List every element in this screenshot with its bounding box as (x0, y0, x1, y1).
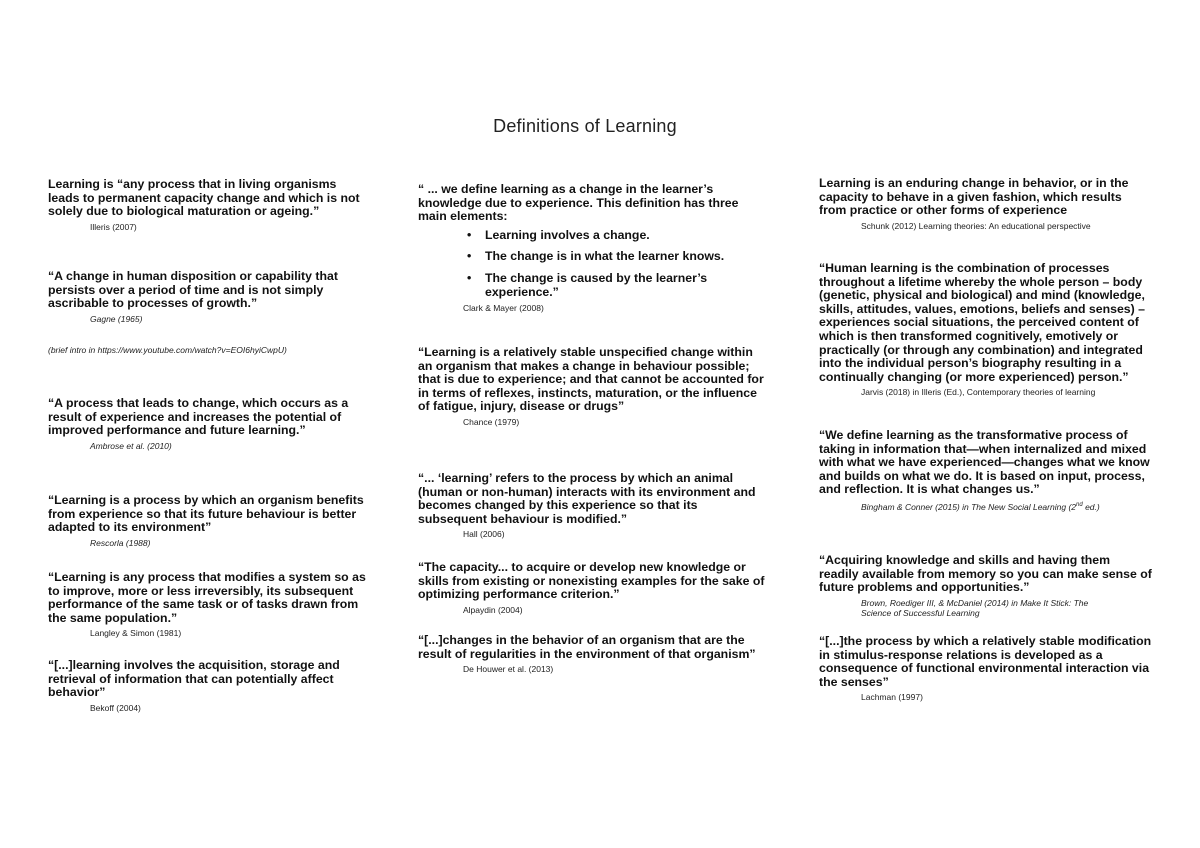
definition-schunk (819, 177, 1152, 231)
citation: Chance (1979) (463, 416, 520, 427)
definition-bekoff (48, 659, 370, 713)
list-item: • The change is caused by the learner’s experience.” (467, 270, 708, 299)
definition-gagne (48, 270, 370, 324)
quote-text: “Learning is any process that modifies a system so as to improve, more or less irreversibly, its subsequent performance of the same task or of tasks drawn from the same population.” (48, 570, 366, 625)
quote-text: “ ... we define learning as a change in the learner’s knowledge due to experience. This definition has three main elements: (418, 182, 739, 224)
definition-illeris (48, 178, 370, 232)
quote-text: “Human learning is the combination of processes throughout a lifetime whereby the whole person – body (genetic, physical and biological) and mind (knowledge, skills, attitudes, values, emotions, beliefs and senses) – experiences social situations, the perceived content of which is then transformed cognitively, emotively or practically (or through any combination) and integrated into the individual person’s biography resulting in a continually changing (or more experienced) person.” (819, 261, 1145, 384)
citation: Bingham & Conner (2015) in The New Social Learning (2nd ed.) (861, 501, 1100, 512)
quote-text: “[...]changes in the behavior of an organism that are the result of regularities in the environment of that organism” (418, 633, 756, 661)
citation: Langley & Simon (1981) (90, 628, 182, 639)
citation: Ambrose et al. (2010) (90, 440, 172, 451)
quote-text: “[...]the process by which a relatively stable modification in stimulus-response relations is developed as a consequence of functional environmental interaction via the senses” (819, 634, 1152, 689)
citation: Schunk (2012) Learning theories: An educational perspective (861, 220, 1091, 231)
definition-clark-mayer (418, 183, 768, 313)
bullet-icon: • (467, 249, 472, 264)
elements-list (418, 229, 768, 299)
definition-chance (418, 346, 768, 427)
citation: Illeris (2007) (90, 221, 137, 232)
quote-text: “Acquiring knowledge and skills and having them readily available from memory so you can make sense of future problems and opportunities.” (819, 553, 1152, 595)
citation: Bekoff (2004) (90, 702, 141, 713)
definition-alpaydin (418, 561, 768, 615)
citation: Brown, Roediger III, & McDaniel (2014) in Make It Stick: The Science of Successful Learning (861, 597, 1089, 618)
quote-text: “The capacity... to acquire or develop new knowledge or skills from existing or nonexisting examples for the sake of optimizing performance criterion.” (418, 560, 765, 602)
citation: Hall (2006) (463, 529, 505, 540)
definition-jarvis (819, 262, 1152, 397)
bullet-icon: • (467, 227, 472, 242)
definition-ambrose (48, 397, 370, 451)
quote-text: “Learning is a process by which an organism benefits from experience so that its future behaviour is better adapted to its environment” (48, 493, 364, 535)
quote-text: “A process that leads to change, which occurs as a result of experience and increases the potential of improved performance and future learning.” (48, 396, 349, 438)
quote-text: “... ‘learning’ refers to the process by which an animal (human or non-human) interacts with its environment and becomes changed by this experience so that its subsequent behaviour is modified.” (418, 471, 756, 526)
definition-bingham-conner (819, 429, 1152, 512)
quote-text: Learning is “any process that in living organisms leads to permanent capacity change and which is not solely due to biological maturation or ageing.” (48, 177, 360, 219)
list-item: • The change is in what the learner knows. (467, 249, 725, 264)
citation: De Houwer et al. (2013) (463, 664, 554, 675)
quote-text: “A change in human disposition or capability that persists over a period of time and is not simply ascribable to processes of growth.” (48, 269, 338, 311)
definition-hall (418, 472, 768, 539)
citation: Clark & Mayer (2008) (463, 303, 544, 314)
bullet-icon: • (467, 270, 472, 285)
citation: Jarvis (2018) in Illeris (Ed.), Contemporary theories of learning (861, 387, 1096, 398)
definition-langley-simon (48, 571, 370, 638)
citation: Lachman (1997) (861, 692, 923, 703)
video-link-note[interactable]: (brief intro in https://www.youtube.com/watch?v=EOI6hyiCwpU) (48, 345, 287, 355)
quote-text: Learning is an enduring change in behavior, or in the capacity to behave in a given fashion, which results from practice or other forms of experience (819, 176, 1129, 218)
page-title: Definitions of Learning (493, 116, 677, 136)
citation: Rescorla (1988) (90, 537, 151, 548)
citation: Gagne (1965) (90, 313, 143, 324)
citation: Alpaydin (2004) (463, 604, 523, 615)
quote-text: “[...]learning involves the acquisition, storage and retrieval of information that can potentially affect behavior” (48, 658, 340, 700)
list-item: • Learning involves a change. (467, 227, 650, 242)
definition-lachman (819, 635, 1152, 702)
quote-text: “We define learning as the transformative process of taking in information that—when internalized and mixed with what we have experienced—changes what we know and builds on what we do. It is based on input, process, and reflection. It is what changes us.” (819, 428, 1150, 497)
definition-de-houwer (418, 634, 768, 674)
definition-brown-roediger (819, 554, 1152, 618)
definition-rescorla (48, 494, 370, 548)
quote-text: “Learning is a relatively stable unspecified change within an organism that makes a change in behaviour possible; that is due to experience; and that cannot be accounted for in terms of reflexes, instincts, maturation, or the influence of fatigue, injury, disease or drugs” (418, 345, 764, 414)
